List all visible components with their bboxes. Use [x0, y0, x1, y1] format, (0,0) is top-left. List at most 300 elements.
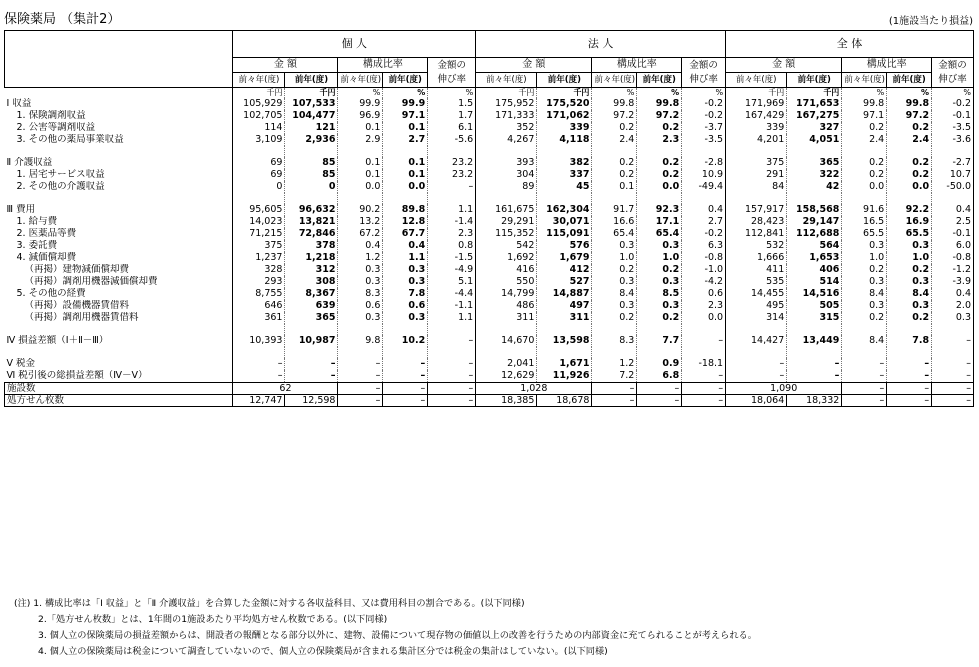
value-cell: -0.2	[682, 228, 726, 240]
value-cell: 0.2	[592, 169, 637, 181]
year-header-prev1: 前年(度)	[887, 73, 932, 88]
value-cell: 65.4	[592, 228, 637, 240]
value-cell: –	[787, 370, 842, 383]
page-title: 保険薬局 （集計2）	[4, 12, 121, 27]
value-cell: 2.4	[842, 134, 887, 146]
spacer	[682, 146, 726, 157]
value-cell: 1.0	[592, 252, 637, 264]
year-header-prev1: 前年(度)	[383, 73, 428, 88]
spacer	[842, 324, 887, 335]
value-cell: 0.0	[842, 181, 887, 193]
value-cell: 328	[233, 264, 285, 276]
value-cell: 0.1	[338, 157, 383, 169]
value-cell: 0.3	[637, 300, 682, 312]
value-cell: 0.1	[383, 169, 428, 181]
financial-table	[4, 30, 974, 407]
value-cell: 0	[285, 181, 338, 193]
footer-cell: –	[932, 395, 974, 407]
value-cell: -5.6	[428, 134, 476, 146]
value-cell: 0.3	[932, 312, 974, 324]
value-cell: –	[842, 358, 887, 370]
value-cell: –	[428, 181, 476, 193]
value-cell: 114	[233, 122, 285, 134]
value-cell: 406	[787, 264, 842, 276]
value-cell: 7.2	[592, 370, 637, 383]
value-cell: 0.3	[383, 264, 428, 276]
value-cell: 12,629	[476, 370, 537, 383]
value-cell: 89.8	[383, 204, 428, 216]
value-cell: 8,367	[285, 288, 338, 300]
amount-header: 金 額	[476, 58, 592, 73]
value-cell: 92.2	[887, 204, 932, 216]
value-cell: 167,429	[726, 110, 787, 122]
value-cell: -4.4	[428, 288, 476, 300]
spacer	[233, 347, 285, 358]
value-cell: –	[383, 358, 428, 370]
value-cell: 0.1	[338, 122, 383, 134]
value-cell: 175,952	[476, 98, 537, 110]
value-cell: 0.2	[592, 157, 637, 169]
spacer	[932, 193, 974, 204]
spacer	[428, 324, 476, 335]
value-cell: 121	[285, 122, 338, 134]
value-cell: 0.2	[842, 312, 887, 324]
value-cell: 365	[787, 157, 842, 169]
value-cell: 0	[233, 181, 285, 193]
value-cell: 0.2	[592, 122, 637, 134]
year-header-prev2: 前々年(度)	[842, 73, 887, 88]
unit-cell: 千円	[787, 88, 842, 99]
footer-cell: –	[682, 383, 726, 395]
spacer	[5, 146, 233, 157]
value-cell: 28,423	[726, 216, 787, 228]
value-cell: 14,455	[726, 288, 787, 300]
value-cell: –	[887, 370, 932, 383]
year-header-prev2: 前々年(度)	[592, 73, 637, 88]
row-label: Ⅰ 収益	[5, 98, 233, 110]
value-cell: 157,917	[726, 204, 787, 216]
value-cell: 7.8	[383, 288, 428, 300]
value-cell: -0.2	[682, 110, 726, 122]
value-cell: –	[338, 370, 383, 383]
value-cell: –	[726, 358, 787, 370]
value-cell: 71,215	[233, 228, 285, 240]
value-cell: 375	[726, 157, 787, 169]
value-cell: 1.1	[428, 204, 476, 216]
value-cell: 1,671	[537, 358, 592, 370]
footer-cell: –	[637, 395, 682, 407]
year-header-prev2: 前々年(度)	[338, 73, 383, 88]
value-cell: 67.7	[383, 228, 428, 240]
value-cell: 9.8	[338, 335, 383, 347]
spacer	[537, 146, 592, 157]
value-cell: –	[428, 358, 476, 370]
footer-cell: 18,385	[476, 395, 537, 407]
value-cell: 0.2	[887, 312, 932, 324]
amount-header: 金 額	[233, 58, 338, 73]
footer-cell: 1,090	[726, 383, 842, 395]
value-cell: 2.3	[682, 300, 726, 312]
unit-cell: %	[383, 88, 428, 99]
footer-cell: –	[338, 395, 383, 407]
unit-cell: %	[682, 88, 726, 99]
value-cell: 2.4	[592, 134, 637, 146]
value-cell: 85	[285, 169, 338, 181]
value-cell: 1.1	[428, 312, 476, 324]
spacer	[682, 347, 726, 358]
value-cell: 1.5	[428, 98, 476, 110]
growth-header	[682, 58, 726, 88]
spacer	[476, 324, 537, 335]
value-cell: 361	[233, 312, 285, 324]
value-cell: 0.3	[592, 300, 637, 312]
footer-cell: –	[637, 383, 682, 395]
value-cell: 45	[537, 181, 592, 193]
value-cell: 85	[285, 157, 338, 169]
footer-cell: –	[592, 383, 637, 395]
value-cell: -18.1	[682, 358, 726, 370]
spacer	[285, 193, 338, 204]
value-cell: –	[887, 358, 932, 370]
spacer	[233, 146, 285, 157]
unit-cell: 千円	[233, 88, 285, 99]
group-header: 法 人	[476, 31, 726, 58]
value-cell: –	[726, 370, 787, 383]
spacer	[285, 324, 338, 335]
value-cell: -4.2	[682, 276, 726, 288]
value-cell: 2.3	[637, 134, 682, 146]
row-label: 1. 居宅サービス収益	[5, 169, 233, 181]
value-cell: 304	[476, 169, 537, 181]
value-cell: 0.4	[383, 240, 428, 252]
value-cell: 2.3	[428, 228, 476, 240]
value-cell: 0.0	[383, 181, 428, 193]
value-cell: –	[932, 358, 974, 370]
row-label: （再掲）設備機器賃借料	[5, 300, 233, 312]
value-cell: 0.1	[383, 122, 428, 134]
value-cell: 92.3	[637, 204, 682, 216]
spacer	[537, 347, 592, 358]
value-cell: 0.2	[637, 312, 682, 324]
value-cell: 0.3	[338, 276, 383, 288]
spacer	[637, 146, 682, 157]
spacer	[787, 347, 842, 358]
value-cell: 315	[787, 312, 842, 324]
spacer	[338, 146, 383, 157]
row-label: Ⅳ 損益差額（Ⅰ＋Ⅱ－Ⅲ）	[5, 335, 233, 347]
value-cell: 339	[537, 122, 592, 134]
value-cell: 1.0	[842, 252, 887, 264]
unit-cell: %	[932, 88, 974, 99]
value-cell: 23.2	[428, 169, 476, 181]
value-cell: 6.8	[637, 370, 682, 383]
unit-cell: %	[842, 88, 887, 99]
value-cell: 5.1	[428, 276, 476, 288]
value-cell: 171,969	[726, 98, 787, 110]
footer-label: 処方せん枚数	[5, 395, 233, 407]
value-cell: 550	[476, 276, 537, 288]
footnote-line: 3. 個人立の保険薬局の損益差額からは、開設者の報酬となる部分以外に、建物、設備について現存物の価値以上の改善を行うための内部資金に充てられることが考えられる。	[38, 630, 757, 641]
value-cell: -0.8	[682, 252, 726, 264]
value-cell: 0.2	[887, 264, 932, 276]
value-cell: 0.3	[842, 240, 887, 252]
value-cell: 0.3	[338, 264, 383, 276]
group-header: 個 人	[233, 31, 476, 58]
value-cell: –	[428, 370, 476, 383]
value-cell: 96,632	[285, 204, 338, 216]
unit-cell: %	[592, 88, 637, 99]
value-cell: 382	[537, 157, 592, 169]
value-cell: 13,821	[285, 216, 338, 228]
value-cell: 527	[537, 276, 592, 288]
value-cell: 95,605	[233, 204, 285, 216]
value-cell: 0.1	[592, 181, 637, 193]
spacer	[726, 146, 787, 157]
spacer	[787, 146, 842, 157]
value-cell: 6.3	[682, 240, 726, 252]
value-cell: 314	[726, 312, 787, 324]
amount-header: 金 額	[726, 58, 842, 73]
value-cell: –	[233, 370, 285, 383]
value-cell: 171,062	[537, 110, 592, 122]
value-cell: 4,267	[476, 134, 537, 146]
value-cell: -0.1	[932, 110, 974, 122]
value-cell: 375	[233, 240, 285, 252]
value-cell: 0.2	[842, 157, 887, 169]
value-cell: 99.8	[842, 98, 887, 110]
row-label: 2. その他の介護収益	[5, 181, 233, 193]
row-label: 5. その他の経費	[5, 288, 233, 300]
value-cell: 96.9	[338, 110, 383, 122]
footer-cell: –	[383, 383, 428, 395]
value-cell: 0.3	[637, 240, 682, 252]
value-cell: 339	[726, 122, 787, 134]
value-cell: 91.6	[842, 204, 887, 216]
value-cell: 411	[726, 264, 787, 276]
value-cell: -0.2	[682, 98, 726, 110]
value-cell: -3.7	[682, 122, 726, 134]
value-cell: 99.8	[887, 98, 932, 110]
header-corner	[5, 31, 233, 88]
value-cell: 42	[787, 181, 842, 193]
row-label: 4. 減価償却費	[5, 252, 233, 264]
value-cell: 0.0	[887, 181, 932, 193]
value-cell: 17.1	[637, 216, 682, 228]
value-cell: -1.2	[932, 264, 974, 276]
value-cell: 13,449	[787, 335, 842, 347]
value-cell: 0.1	[383, 157, 428, 169]
spacer	[285, 347, 338, 358]
value-cell: 1.0	[637, 252, 682, 264]
value-cell: 67.2	[338, 228, 383, 240]
value-cell: 13,598	[537, 335, 592, 347]
spacer	[428, 347, 476, 358]
spacer	[787, 324, 842, 335]
value-cell: 2.7	[682, 216, 726, 228]
row-label: Ⅲ 費用	[5, 204, 233, 216]
value-cell: -50.0	[932, 181, 974, 193]
spacer	[726, 324, 787, 335]
spacer	[233, 324, 285, 335]
footer-cell: –	[383, 395, 428, 407]
value-cell: 0.3	[842, 276, 887, 288]
spacer	[5, 193, 233, 204]
unit-cell: %	[887, 88, 932, 99]
value-cell: 1,666	[726, 252, 787, 264]
value-cell: 0.2	[637, 122, 682, 134]
value-cell: 0.2	[637, 169, 682, 181]
spacer	[233, 193, 285, 204]
spacer	[537, 324, 592, 335]
value-cell: 0.2	[887, 157, 932, 169]
value-cell: 72,846	[285, 228, 338, 240]
value-cell: 65.5	[887, 228, 932, 240]
value-cell: 311	[476, 312, 537, 324]
value-cell: 0.8	[428, 240, 476, 252]
spacer	[887, 193, 932, 204]
value-cell: 327	[787, 122, 842, 134]
value-cell: 16.6	[592, 216, 637, 228]
growth-header-line2: 伸び率	[437, 73, 466, 85]
value-cell: 1.2	[338, 252, 383, 264]
value-cell: 10.7	[932, 169, 974, 181]
value-cell: 14,516	[787, 288, 842, 300]
value-cell: 14,670	[476, 335, 537, 347]
unit-cell: 千円	[726, 88, 787, 99]
growth-header	[932, 58, 974, 88]
spacer	[338, 324, 383, 335]
value-cell: 29,147	[787, 216, 842, 228]
value-cell: 65.5	[842, 228, 887, 240]
value-cell: 112,841	[726, 228, 787, 240]
value-cell: 311	[537, 312, 592, 324]
spacer	[682, 324, 726, 335]
value-cell: –	[932, 370, 974, 383]
unit-cell: 千円	[285, 88, 338, 99]
ratio-header: 構成比率	[338, 58, 428, 73]
spacer	[338, 347, 383, 358]
value-cell: 1,218	[285, 252, 338, 264]
value-cell: 16.9	[887, 216, 932, 228]
value-cell: 337	[537, 169, 592, 181]
value-cell: 6.1	[428, 122, 476, 134]
row-label: （再掲）建物減価償却費	[5, 264, 233, 276]
value-cell: –	[233, 358, 285, 370]
spacer	[592, 146, 637, 157]
value-cell: 90.2	[338, 204, 383, 216]
footnote-line: 4. 個人立の保険薬局は税金について調査していないので、個人立の保険薬局が含まれる集計区分では税金の集計はしていない。(以下同様)	[38, 646, 608, 657]
row-label: 2. 医薬品等費	[5, 228, 233, 240]
value-cell: 112,688	[787, 228, 842, 240]
value-cell: 105,929	[233, 98, 285, 110]
spacer	[637, 347, 682, 358]
value-cell: 0.2	[592, 264, 637, 276]
value-cell: –	[428, 335, 476, 347]
value-cell: –	[285, 358, 338, 370]
value-cell: 416	[476, 264, 537, 276]
value-cell: 576	[537, 240, 592, 252]
spacer	[637, 324, 682, 335]
value-cell: 6.0	[932, 240, 974, 252]
value-cell: -0.8	[932, 252, 974, 264]
row-label: 1. 保険調剤収益	[5, 110, 233, 122]
spacer	[383, 347, 428, 358]
row-label: 2. 公害等調剤収益	[5, 122, 233, 134]
value-cell: 535	[726, 276, 787, 288]
spacer	[726, 193, 787, 204]
value-cell: 1,692	[476, 252, 537, 264]
value-cell: 0.2	[637, 264, 682, 276]
value-cell: 0.3	[637, 276, 682, 288]
footer-cell: –	[842, 395, 887, 407]
value-cell: –	[338, 358, 383, 370]
value-cell: -0.1	[932, 228, 974, 240]
value-cell: 158,568	[787, 204, 842, 216]
spacer	[338, 193, 383, 204]
footer-cell: 12,747	[233, 395, 285, 407]
value-cell: 412	[537, 264, 592, 276]
value-cell: -4.9	[428, 264, 476, 276]
value-cell: 378	[285, 240, 338, 252]
spacer	[787, 193, 842, 204]
value-cell: 532	[726, 240, 787, 252]
value-cell: 69	[233, 157, 285, 169]
growth-header	[428, 58, 476, 88]
value-cell: 7.8	[887, 335, 932, 347]
spacer	[383, 193, 428, 204]
value-cell: 99.8	[637, 98, 682, 110]
value-cell: 639	[285, 300, 338, 312]
value-cell: 0.2	[592, 312, 637, 324]
value-cell: 4,118	[537, 134, 592, 146]
value-cell: 0.0	[338, 181, 383, 193]
value-cell: 11,926	[537, 370, 592, 383]
value-cell: 393	[476, 157, 537, 169]
value-cell: 646	[233, 300, 285, 312]
value-cell: 175,520	[537, 98, 592, 110]
row-label: 1. 給与費	[5, 216, 233, 228]
value-cell: 8.4	[592, 288, 637, 300]
value-cell: 97.1	[383, 110, 428, 122]
value-cell: 486	[476, 300, 537, 312]
value-cell: 12.8	[383, 216, 428, 228]
value-cell: 99.9	[338, 98, 383, 110]
row-label: Ⅴ 税金	[5, 358, 233, 370]
spacer	[537, 193, 592, 204]
year-header-prev1: 前年(度)	[537, 73, 592, 88]
spacer	[887, 324, 932, 335]
value-cell: 2,041	[476, 358, 537, 370]
unit-cell: %	[428, 88, 476, 99]
value-cell: 0.2	[842, 264, 887, 276]
value-cell: 167,275	[787, 110, 842, 122]
value-cell: 505	[787, 300, 842, 312]
value-cell: 4,051	[787, 134, 842, 146]
value-cell: 0.0	[637, 181, 682, 193]
spacer	[842, 193, 887, 204]
spacer	[887, 146, 932, 157]
spacer	[932, 347, 974, 358]
value-cell: 0.3	[383, 312, 428, 324]
value-cell: 10.9	[682, 169, 726, 181]
value-cell: 89	[476, 181, 537, 193]
value-cell: 115,352	[476, 228, 537, 240]
value-cell: 23.2	[428, 157, 476, 169]
year-header-prev2: 前々年(度)	[476, 73, 537, 88]
value-cell: 0.4	[338, 240, 383, 252]
spacer	[428, 193, 476, 204]
unit-cell: %	[637, 88, 682, 99]
